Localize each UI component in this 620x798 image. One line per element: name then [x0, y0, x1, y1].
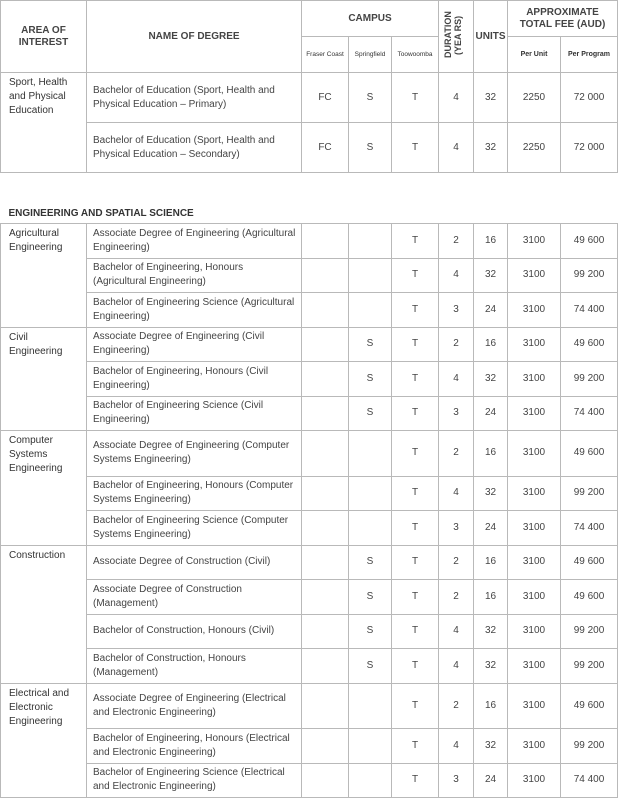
- fee-per-program: 99 200: [561, 729, 618, 764]
- fee-per-program: 99 200: [561, 614, 618, 649]
- campus-springfield: [349, 431, 392, 477]
- campus-springfield: [349, 511, 392, 546]
- fee-per-unit: 3100: [508, 763, 561, 798]
- area-of-interest: Agricultural Engineering: [1, 224, 87, 259]
- fee-per-program: 72 000: [561, 123, 618, 173]
- units-count: 16: [474, 683, 508, 729]
- campus-toowoomba: T: [392, 431, 439, 477]
- units-count: 24: [474, 511, 508, 546]
- campus-springfield: [349, 293, 392, 328]
- campus-toowoomba: T: [392, 614, 439, 649]
- duration-years: 3: [439, 511, 474, 546]
- fee-per-program: 49 600: [561, 580, 618, 615]
- area-of-interest: Computer Systems Engineering: [1, 431, 87, 477]
- table-row: [1, 73, 618, 123]
- duration-years: 2: [439, 545, 474, 580]
- duration-years: 4: [439, 729, 474, 764]
- fee-per-program: 74 400: [561, 293, 618, 328]
- table-row: [1, 614, 618, 649]
- table-row: [1, 123, 618, 173]
- table-row: [1, 580, 618, 615]
- area-of-interest-cont: [1, 258, 87, 293]
- fee-per-unit: 3100: [508, 580, 561, 615]
- section-heading-row: [1, 173, 618, 224]
- fee-per-program: 99 200: [561, 649, 618, 684]
- header-per-program: Per Program: [561, 37, 618, 73]
- duration-years: 2: [439, 683, 474, 729]
- degree-name: Bachelor of Engineering Science (Agricultural Engineering): [87, 293, 302, 328]
- duration-years: 3: [439, 763, 474, 798]
- campus-springfield: S: [349, 614, 392, 649]
- header-campus: CAMPUS: [302, 1, 439, 37]
- fee-per-unit: 3100: [508, 649, 561, 684]
- campus-fraser-coast: [302, 580, 349, 615]
- header-degree: NAME OF DEGREE: [87, 1, 302, 73]
- duration-years: 2: [439, 224, 474, 259]
- fee-per-program: 49 600: [561, 545, 618, 580]
- table-row: [1, 545, 618, 580]
- campus-fraser-coast: [302, 396, 349, 431]
- duration-years: 2: [439, 431, 474, 477]
- header-per-unit: Per Unit: [508, 37, 561, 73]
- area-of-interest-cont: [1, 476, 87, 511]
- duration-years: 4: [439, 649, 474, 684]
- campus-springfield: [349, 476, 392, 511]
- degree-name: Bachelor of Engineering Science (Electrical and Electronic Engineering): [87, 763, 302, 798]
- duration-years: 3: [439, 396, 474, 431]
- campus-toowoomba: T: [392, 545, 439, 580]
- units-count: 16: [474, 431, 508, 477]
- campus-toowoomba: T: [392, 683, 439, 729]
- table-row: [1, 431, 618, 477]
- campus-springfield: [349, 729, 392, 764]
- table-row: [1, 224, 618, 259]
- area-of-interest-cont: [1, 293, 87, 328]
- header-duration: [439, 1, 474, 73]
- area-of-interest-cont: [1, 580, 87, 615]
- header-units: UNITS: [474, 1, 508, 73]
- campus-toowoomba: T: [392, 763, 439, 798]
- header-campus-toowoomba: Toowoomba: [392, 37, 439, 73]
- campus-fraser-coast: [302, 327, 349, 362]
- campus-fraser-coast: [302, 476, 349, 511]
- fee-per-program: 99 200: [561, 258, 618, 293]
- campus-toowoomba: T: [392, 396, 439, 431]
- campus-springfield: S: [349, 327, 392, 362]
- area-of-interest-cont: [1, 614, 87, 649]
- fee-per-unit: 3100: [508, 362, 561, 397]
- duration-years: 2: [439, 580, 474, 615]
- area-of-interest: Civil Engineering: [1, 327, 87, 362]
- units-count: 16: [474, 327, 508, 362]
- campus-toowoomba: T: [392, 511, 439, 546]
- fee-per-unit: 2250: [508, 73, 561, 123]
- area-of-interest-cont: [1, 511, 87, 546]
- fee-per-unit: 3100: [508, 614, 561, 649]
- duration-years: 2: [439, 327, 474, 362]
- fee-per-program: 99 200: [561, 362, 618, 397]
- area-of-interest: Construction: [1, 545, 87, 580]
- degree-name: Bachelor of Construction, Honours (Civil): [87, 614, 302, 649]
- fee-per-program: 49 600: [561, 431, 618, 477]
- fee-per-unit: 3100: [508, 293, 561, 328]
- area-of-interest-cont: [1, 123, 87, 173]
- table-row: [1, 362, 618, 397]
- fee-per-unit: 2250: [508, 123, 561, 173]
- units-count: 24: [474, 293, 508, 328]
- campus-toowoomba: T: [392, 73, 439, 123]
- fee-per-program: 49 600: [561, 683, 618, 729]
- campus-fraser-coast: [302, 763, 349, 798]
- fee-per-program: 99 200: [561, 476, 618, 511]
- degree-name: Associate Degree of Construction (Management): [87, 580, 302, 615]
- campus-fraser-coast: [302, 729, 349, 764]
- table-row: [1, 511, 618, 546]
- campus-springfield: S: [349, 580, 392, 615]
- area-of-interest-cont: [1, 396, 87, 431]
- fee-per-unit: 3100: [508, 729, 561, 764]
- table-row: [1, 327, 618, 362]
- duration-years: 4: [439, 362, 474, 397]
- campus-fraser-coast: FC: [302, 123, 349, 173]
- fee-per-program: 74 400: [561, 763, 618, 798]
- area-of-interest: Electrical and Electronic Engineering: [1, 683, 87, 729]
- duration-years: 4: [439, 614, 474, 649]
- degree-name: Bachelor of Engineering, Honours (Civil Engineering): [87, 362, 302, 397]
- area-of-interest-cont: [1, 729, 87, 764]
- campus-fraser-coast: [302, 362, 349, 397]
- fee-per-program: 49 600: [561, 224, 618, 259]
- fee-per-unit: 3100: [508, 476, 561, 511]
- units-count: 32: [474, 73, 508, 123]
- campus-fraser-coast: FC: [302, 73, 349, 123]
- campus-fraser-coast: [302, 293, 349, 328]
- campus-toowoomba: T: [392, 580, 439, 615]
- campus-fraser-coast: [302, 614, 349, 649]
- degree-name: Bachelor of Engineering, Honours (Agricultural Engineering): [87, 258, 302, 293]
- area-of-interest-cont: [1, 362, 87, 397]
- campus-fraser-coast: [302, 511, 349, 546]
- units-count: 32: [474, 258, 508, 293]
- degree-name: Bachelor of Education (Sport, Health and Physical Education – Primary): [87, 73, 302, 123]
- duration-years: 4: [439, 73, 474, 123]
- campus-toowoomba: T: [392, 327, 439, 362]
- units-count: 32: [474, 649, 508, 684]
- table-row: [1, 293, 618, 328]
- units-count: 32: [474, 476, 508, 511]
- fee-per-program: 72 000: [561, 73, 618, 123]
- campus-fraser-coast: [302, 545, 349, 580]
- header-duration-text: DURATION (YEA RS): [443, 11, 463, 58]
- degree-name: Bachelor of Engineering Science (Civil Engineering): [87, 396, 302, 431]
- campus-springfield: S: [349, 123, 392, 173]
- units-count: 16: [474, 545, 508, 580]
- table-row: [1, 729, 618, 764]
- table-row: [1, 763, 618, 798]
- area-of-interest: Sport, Health and Physical Education: [1, 73, 87, 123]
- units-count: 16: [474, 580, 508, 615]
- units-count: 32: [474, 123, 508, 173]
- degree-name: Bachelor of Engineering Science (Computer Systems Engineering): [87, 511, 302, 546]
- units-count: 32: [474, 729, 508, 764]
- units-count: 24: [474, 396, 508, 431]
- degree-name: Associate Degree of Engineering (Computer Systems Engineering): [87, 431, 302, 477]
- fee-per-unit: 3100: [508, 327, 561, 362]
- section-title: ENGINEERING AND SPATIAL SCIENCE: [8, 208, 194, 219]
- fee-per-unit: 3100: [508, 224, 561, 259]
- duration-years: 4: [439, 123, 474, 173]
- table-row: [1, 683, 618, 729]
- campus-toowoomba: T: [392, 123, 439, 173]
- table-row: [1, 649, 618, 684]
- degree-name: Bachelor of Engineering, Honours (Electrical and Electronic Engineering): [87, 729, 302, 764]
- campus-toowoomba: T: [392, 293, 439, 328]
- units-count: 32: [474, 362, 508, 397]
- duration-years: 4: [439, 258, 474, 293]
- fee-per-unit: 3100: [508, 545, 561, 580]
- fee-per-unit: 3100: [508, 431, 561, 477]
- fee-per-unit: 3100: [508, 511, 561, 546]
- header-area: AREA OF INTEREST: [1, 1, 87, 73]
- degree-name: Bachelor of Construction, Honours (Management): [87, 649, 302, 684]
- fee-per-program: 74 400: [561, 396, 618, 431]
- campus-fraser-coast: [302, 258, 349, 293]
- campus-springfield: S: [349, 649, 392, 684]
- units-count: 24: [474, 763, 508, 798]
- degree-name: Associate Degree of Engineering (Electrical and Electronic Engineering): [87, 683, 302, 729]
- units-count: 32: [474, 614, 508, 649]
- campus-springfield: [349, 224, 392, 259]
- fee-per-program: 74 400: [561, 511, 618, 546]
- campus-springfield: [349, 763, 392, 798]
- units-count: 16: [474, 224, 508, 259]
- table-row: [1, 476, 618, 511]
- campus-toowoomba: T: [392, 649, 439, 684]
- fee-per-unit: 3100: [508, 258, 561, 293]
- campus-toowoomba: T: [392, 729, 439, 764]
- campus-springfield: S: [349, 545, 392, 580]
- campus-toowoomba: T: [392, 476, 439, 511]
- campus-springfield: [349, 683, 392, 729]
- campus-springfield: S: [349, 396, 392, 431]
- campus-springfield: S: [349, 362, 392, 397]
- area-of-interest-cont: [1, 763, 87, 798]
- degree-name: Bachelor of Education (Sport, Health and Physical Education – Secondary): [87, 123, 302, 173]
- degree-name: Associate Degree of Engineering (Civil Engineering): [87, 327, 302, 362]
- fee-per-unit: 3100: [508, 683, 561, 729]
- header-campus-springfield: Springfield: [349, 37, 392, 73]
- fee-per-program: 49 600: [561, 327, 618, 362]
- table-row: [1, 258, 618, 293]
- campus-springfield: S: [349, 73, 392, 123]
- header-campus-fraser: Fraser Coast: [302, 37, 349, 73]
- degree-name: Associate Degree of Construction (Civil): [87, 545, 302, 580]
- campus-fraser-coast: [302, 649, 349, 684]
- campus-fraser-coast: [302, 224, 349, 259]
- header-fee: APPROXIMATE TOTAL FEE (AUD): [508, 1, 618, 37]
- campus-toowoomba: T: [392, 258, 439, 293]
- campus-toowoomba: T: [392, 224, 439, 259]
- fee-per-unit: 3100: [508, 396, 561, 431]
- area-of-interest-cont: [1, 649, 87, 684]
- campus-springfield: [349, 258, 392, 293]
- duration-years: 4: [439, 476, 474, 511]
- campus-fraser-coast: [302, 431, 349, 477]
- degree-name: Associate Degree of Engineering (Agricultural Engineering): [87, 224, 302, 259]
- campus-fraser-coast: [302, 683, 349, 729]
- degree-name: Bachelor of Engineering, Honours (Computer Systems Engineering): [87, 476, 302, 511]
- table-row: [1, 396, 618, 431]
- campus-toowoomba: T: [392, 362, 439, 397]
- duration-years: 3: [439, 293, 474, 328]
